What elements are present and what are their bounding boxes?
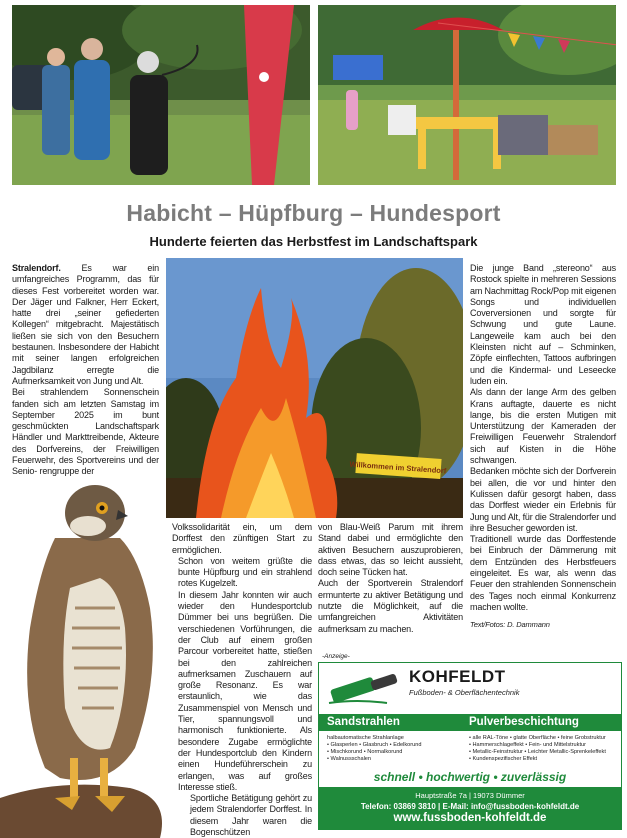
dateline: Stralendorf. [12, 263, 61, 273]
advertisement-kohfeldt [318, 662, 622, 830]
col3-paragraph-2: Auch der Sportverein Stralendorf ermunterte zu aktiver Betätigung und nutzte die Möglichkeit, auf die umfangreichen Aktivitäten aufmerksam zu machen. [318, 578, 463, 634]
ad-right-list [469, 735, 606, 763]
headline: Habicht – Hüpfburg – Hundesport [126, 200, 501, 226]
article-column-2 [166, 522, 312, 838]
col3-paragraph-1: von Blau-Weiß Parum mit ihrem Stand dabei und ermöglichte den aktiven Besuchern auszuprobieren, dass etwas, das so leicht aussieht, doch seine Tücken hat. [318, 522, 463, 578]
ad-right-item: • Hammerschlageffekt • Fein- und Mittelstruktur [469, 742, 586, 748]
article-column-3 [318, 522, 463, 635]
col1-paragraph-1: Es war ein umfangreiches Programm, das für dieses Fest vorbereitet worden war. Der Jäger und Falkner, Herr Eckert, hatte drei „seiner gefiederten Kollegen“ mitgebracht. Majestätisch ließen sie sich von den Besuchern bestaunen. Insbesondere der Habicht mit seiner langen erfolgreichen Jagdbilanz erregte die Aufmerksamkeit von Jung und Alt. [12, 263, 159, 386]
photo-bonfire [166, 258, 463, 518]
col1-paragraph-2: Bei strahlendem Sonnenschein fanden sich am letzten Samstag im September 2025 im bunt geschmückten Landschaftspark Händler und Markttreibende, Akteure des Dorfvereins, der Freiwilligen Feuerwehr, des Sportvereins und der Senio- rengruppe der [12, 387, 159, 477]
ad-left-item: • Walnussschalen [327, 756, 372, 762]
ad-website-link[interactable]: www.fussboden-kohfeldt.de [393, 812, 547, 824]
fire-banner-text: Willkommen im Stralendorf [349, 459, 447, 476]
ad-left-list [327, 735, 422, 763]
ad-address: Hauptstraße 7a | 19073 Dümmer [415, 791, 525, 800]
ad-contact: Telefon: 03869 3810 | E-Mail: info@fussboden-kohfeldt.de [360, 802, 580, 811]
photo-hawk [0, 478, 170, 838]
photo-credit: Text/Fotos: D. Dammann [470, 620, 550, 630]
ad-left-heading: Sandstrahlen [327, 716, 400, 728]
ad-footer [319, 787, 621, 829]
ad-right-item: • Kundenspezifischer Effekt [469, 756, 538, 762]
photo-festival-bouncy-castle [318, 5, 616, 185]
photo-falconry-visitors [12, 5, 310, 185]
col2-paragraph-4: Sportliche Betätigung gehört zu jedem Stralendorfer Dorffest. In diesem Jahr waren die Bogenschützen [190, 793, 312, 838]
col4-paragraph-1: Die junge Band „stereono“ aus Rostock spielte in mehreren Sessions am Nachmittag Rock/Pop mit eigenen Songs und individuellen Coverversionen und sorgte für Schwung und gute Laune. Langeweile kam auch bei den Kleinsten nicht auf – Schminken, Zöpfe einflechten, Tattoos aufbringen und die Kindermal- und Leseecke luden ein. [470, 263, 616, 386]
ad-company-name: KOHFELDT [409, 667, 506, 686]
subheadline: Hunderte feierten das Herbstfest im Landschaftspark [149, 234, 478, 249]
ad-label: -Anzeige- [322, 653, 350, 660]
col2-paragraph-3: In diesem Jahr konnten wir auch wieder den Hundesportclub Dümmer bei uns begrüßen. Die verschiedenen Vorführungen, die der Club auf einem großen Parcour vorbereitet hatte, stießen bei den zahlreichen aufmerksamen Zuschauern auf große Resonanz. Es war erstaunlich, wie das Zusammenspiel von Mensch und Tier, spannungsvoll und harmonisch funktionierte. Als besondere Zugabe ermöglichte der Hundesportclub den Kindern einen Hundeführerschein zu erlangen, was auf großes Interesse stieß. [178, 589, 312, 792]
article-column-1 [12, 263, 159, 478]
col4-paragraph-2: Als dann der lange Arm des gelben Krans auftagte, dauerte es nicht lange, bis die ersten Mutigen mit Unterstützung der Kameraden der Freiwilligen Feuerwehr Stralendorf sich auf Kisten in die Höhe schwangen. [470, 387, 616, 466]
ad-right-item: • alle RAL-Töne • glatte Oberfläche • feine Grobstruktur [469, 735, 606, 741]
brush-logo-icon [327, 669, 402, 709]
ad-right-heading: Pulverbeschichtung [469, 716, 579, 728]
col4-paragraph-3: Bedanken möchte sich der Dorfverein bei allen, die vor und hinter den Kulissen dafür gesorgt haben, dass das Dorffest wieder ein Erlebnis für Jung und Alt, für die Stralendorfer und ihre Besucher geworden ist. [470, 466, 616, 533]
ad-right-item: • Metallic-Feinstruktur • Leichter Metallic-Sprenkeleffekt [469, 749, 606, 755]
col2-paragraph-1: Volkssolidarität ein, um dem Dorffest den zünftigen Start zu ermöglichen. [172, 522, 312, 555]
article-column-4 [470, 263, 616, 631]
ad-left-item: halbautomatische Strahlanlage [327, 735, 404, 741]
ad-tagline: Fußboden- & Oberflächentechnik [409, 688, 520, 697]
ad-left-item: • Glasperlen • Glasbruch • Edelkorund [327, 742, 422, 748]
col2-paragraph-2: Schon von weitem grüßte die bunte Hüpfburg und ein strahlend rotes Kugelzelt. [178, 555, 312, 589]
ad-slogan: schnell • hochwertig • zuverlässig [373, 770, 567, 784]
ad-left-item: • Mischkorund • Normalkorund [327, 749, 403, 755]
col4-paragraph-4: Traditionell wurde das Dorffestende bei Einbruch der Dämmerung mit dem Entzünden des Herbstfeuers eingeleitet. Es war, als wenn das Feuer den strahlenden Sonnenschein des Tages noch einmal Konkurrenz machen wollte. [470, 534, 616, 612]
